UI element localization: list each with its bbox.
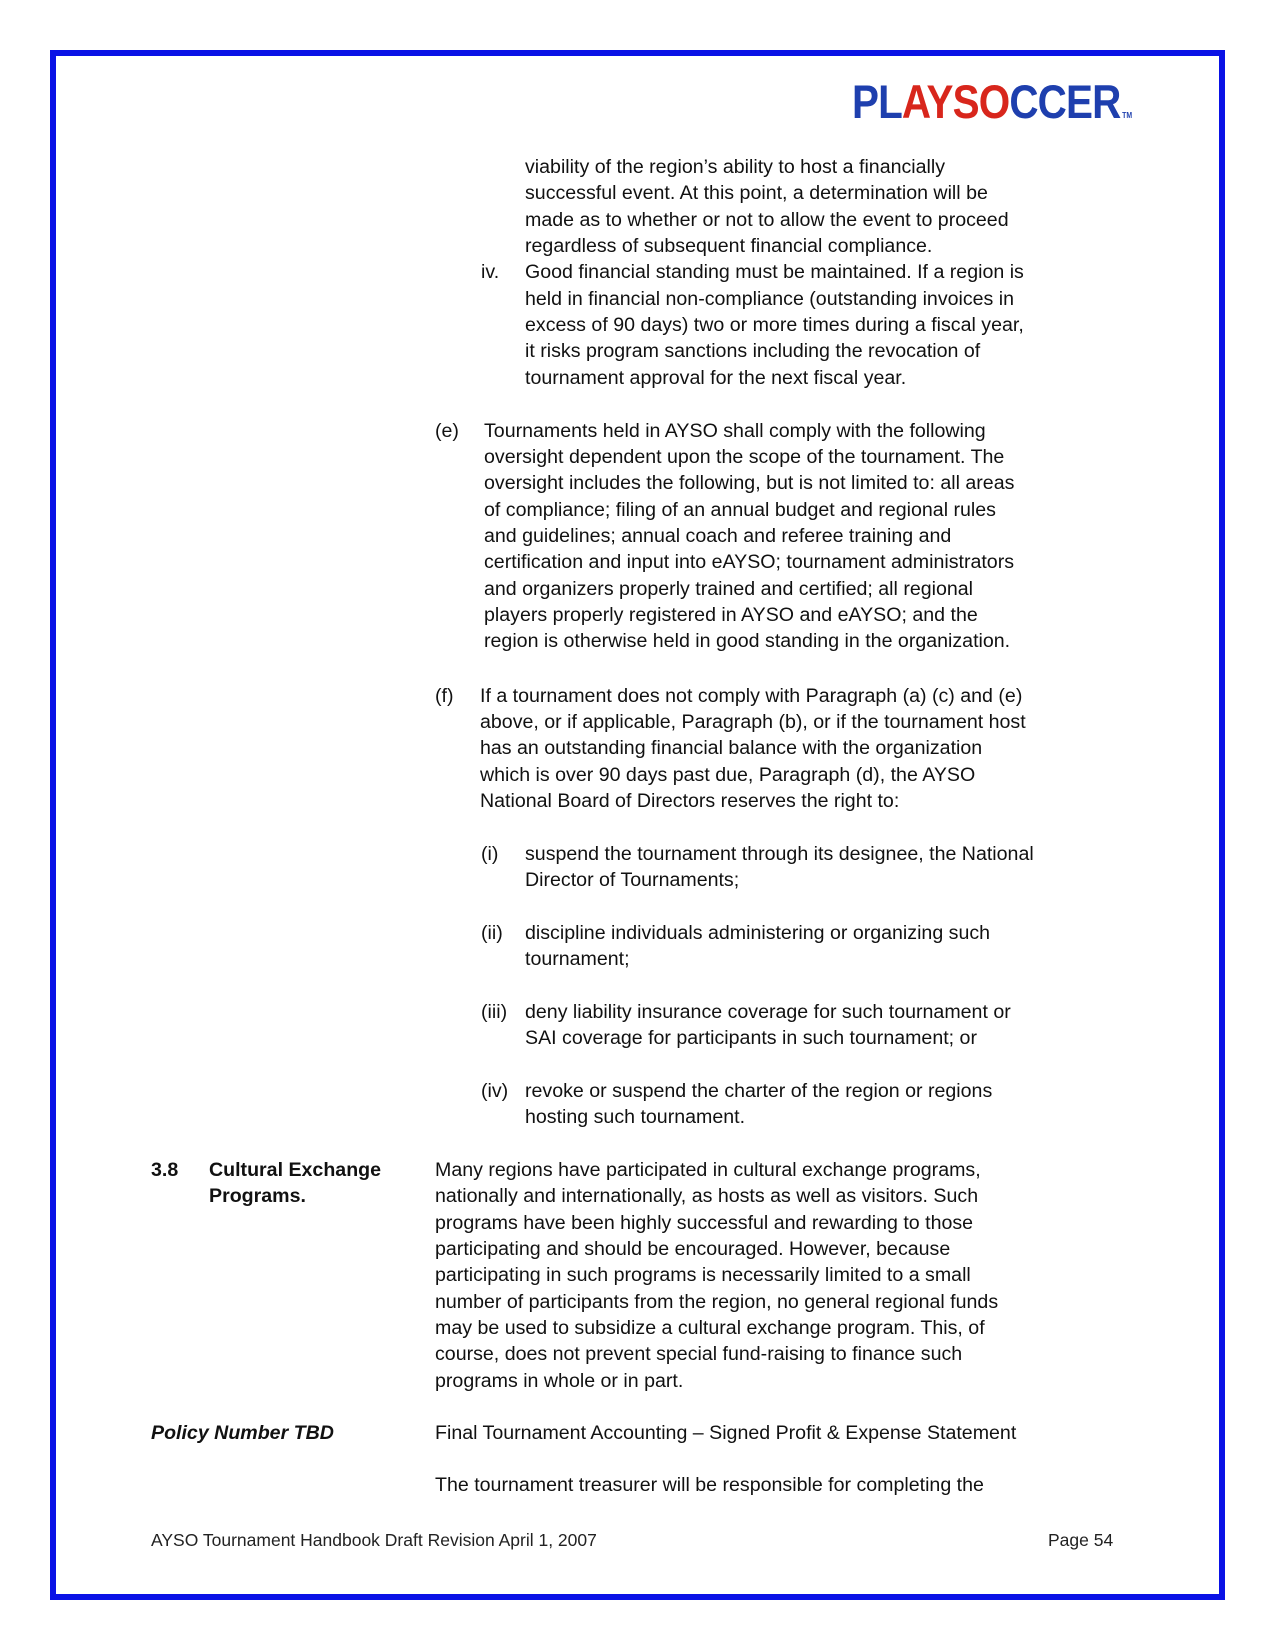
text-line: SAI coverage for participants in such tournament; or	[525, 1027, 977, 1049]
list-marker: (f)	[435, 685, 454, 707]
text-line: participating and should be encouraged. However, because	[435, 1238, 951, 1260]
text-line: and organizers properly trained and certified; all regional	[484, 578, 974, 600]
text-line: number of participants from the region, no general regional funds	[435, 1291, 999, 1313]
list-marker: (iii)	[481, 1001, 508, 1023]
text-line: has an outstanding financial balance with the organization	[480, 737, 983, 759]
policy-title: Final Tournament Accounting – Signed Profit & Expense Statement	[435, 1422, 1017, 1444]
list-marker: (iv)	[481, 1080, 509, 1102]
logo-trademark: TM	[1122, 111, 1133, 120]
logo-part-ayso: AYSO	[901, 75, 1010, 128]
list-marker: (i)	[481, 843, 499, 865]
text-line: programs in whole or in part.	[435, 1370, 684, 1392]
text-line: region is otherwise held in good standing in the organization.	[484, 630, 1011, 652]
text-line: above, or if applicable, Paragraph (b), or if the tournament host	[480, 711, 1026, 733]
text-line: made as to whether or not to allow the event to proceed	[525, 209, 1009, 231]
logo-part-pl: PL	[852, 75, 902, 128]
text-line: certification and input into eAYSO; tournament administrators	[484, 551, 1015, 573]
text-line: which is over 90 days past due, Paragraph (d), the AYSO	[480, 764, 976, 786]
text-line: National Board of Directors reserves the right to:	[480, 790, 900, 812]
text-line: players properly registered in AYSO and eAYSO; and the	[484, 604, 978, 626]
text-line: discipline individuals administering or organizing such	[525, 922, 991, 944]
text-line: If a tournament does not comply with Paragraph (a) (c) and (e)	[480, 685, 1023, 707]
section-number: 3.8	[151, 1159, 179, 1181]
text-line: viability of the region’s ability to host a financially	[525, 156, 946, 178]
policy-label: Policy Number TBD	[151, 1422, 334, 1444]
text-line: course, does not prevent special fund-raising to finance such	[435, 1343, 963, 1365]
footer-page-number: Page 54	[1048, 1530, 1114, 1550]
text-line: successful event. At this point, a determination will be	[525, 182, 988, 204]
footer-document-title: AYSO Tournament Handbook Draft Revision April 1, 2007	[151, 1530, 597, 1550]
text-line: excess of 90 days) two or more times during a fiscal year,	[525, 314, 1024, 336]
text-line: Tournaments held in AYSO shall comply with the following	[484, 420, 986, 442]
playsoccer-logo	[852, 75, 1133, 128]
text-line: participating in such programs is necessarily limited to a small	[435, 1264, 971, 1286]
text-line: The tournament treasurer will be responsible for completing the	[435, 1474, 984, 1496]
text-line: suspend the tournament through its designee, the National	[525, 843, 1034, 865]
text-line: may be used to subsidize a cultural exchange program. This, of	[435, 1317, 985, 1339]
text-line: tournament approval for the next fiscal year.	[525, 367, 907, 389]
text-line: oversight dependent upon the scope of the tournament. The	[484, 446, 1005, 468]
text-line: oversight includes the following, but is not limited to: all areas	[484, 472, 1015, 494]
text-line: and guidelines; annual coach and referee training and	[484, 525, 952, 547]
text-line: it risks program sanctions including the revocation of	[525, 340, 981, 362]
list-marker: (e)	[435, 420, 459, 442]
section-title: Programs.	[209, 1185, 306, 1207]
text-line: programs have been highly successful and rewarding to those	[435, 1212, 974, 1234]
section-title: Cultural Exchange	[209, 1159, 382, 1181]
list-marker: iv.	[481, 261, 500, 283]
text-line: Good financial standing must be maintained. If a region is	[525, 261, 1024, 283]
text-line: of compliance; filing of an annual budget and regional rules	[484, 499, 996, 521]
text-line: revoke or suspend the charter of the region or regions	[525, 1080, 993, 1102]
text-line: Director of Tournaments;	[525, 869, 740, 891]
list-marker: (ii)	[481, 922, 503, 944]
text-line: hosting such tournament.	[525, 1106, 746, 1128]
text-line: regardless of subsequent financial compliance.	[525, 235, 933, 257]
text-line: nationally and internationally, as hosts as well as visitors. Such	[435, 1185, 979, 1207]
text-line: tournament;	[525, 948, 630, 970]
text-line: Many regions have participated in cultural exchange programs,	[435, 1159, 981, 1181]
text-line: held in financial non-compliance (outstanding invoices in	[525, 288, 1015, 310]
text-line: deny liability insurance coverage for such tournament or	[525, 1001, 1011, 1023]
logo-part-ccer: CCER	[1009, 75, 1121, 128]
